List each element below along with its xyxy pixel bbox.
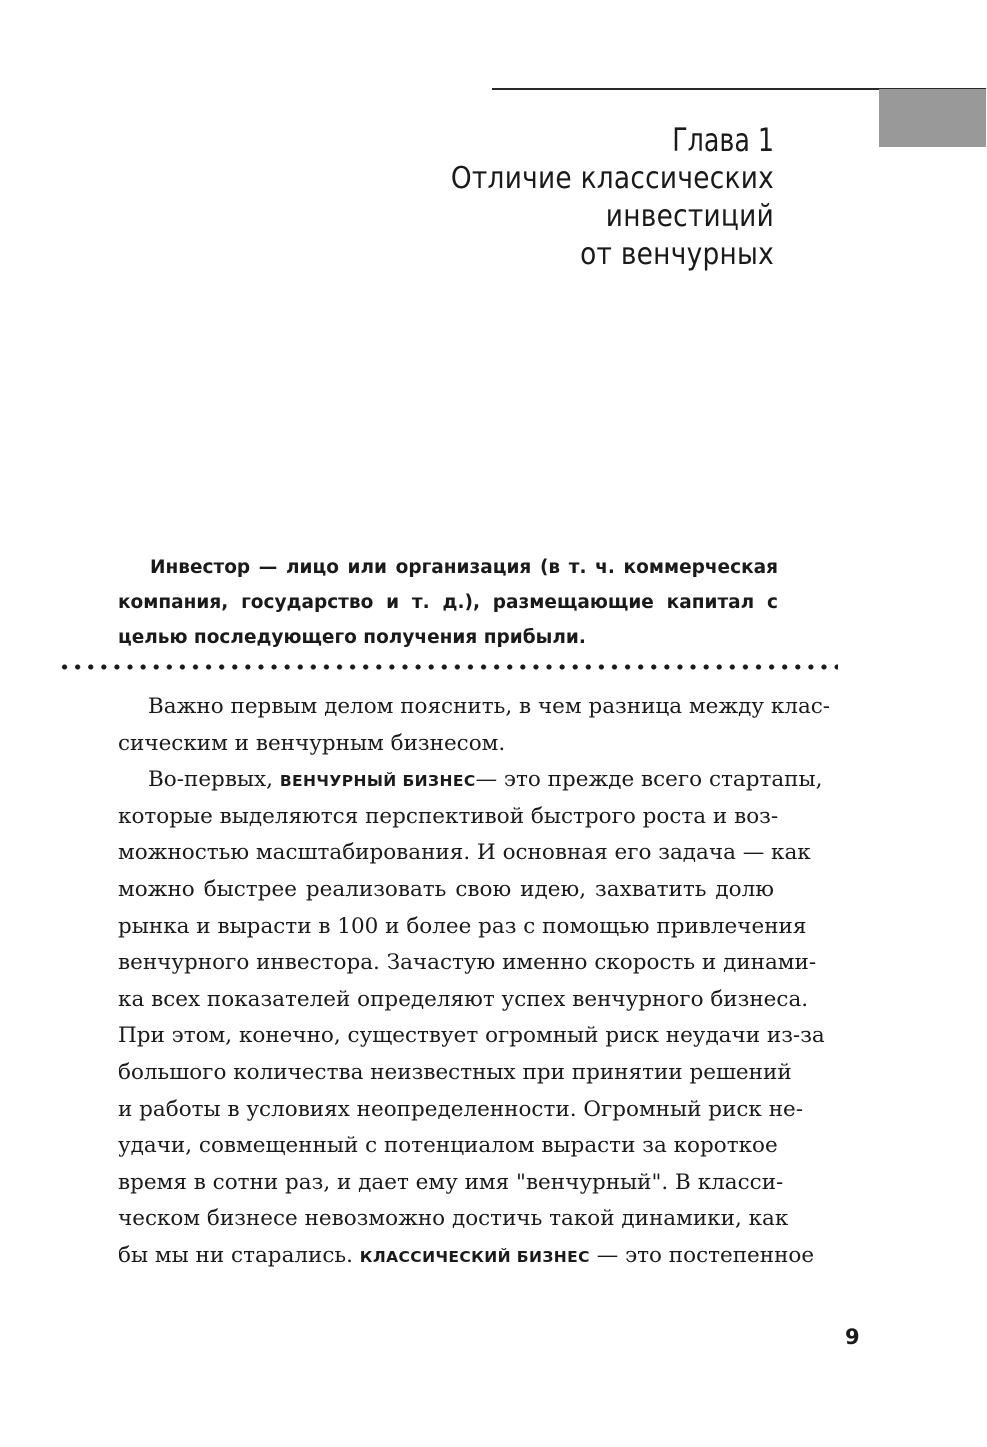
body-line: и работы в условиях неопределенности. Огромный риск не-	[118, 1096, 804, 1122]
body-line: венчурного инвестора. Зачастую именно скорость и динами-	[118, 950, 817, 976]
body-line: удачи, совмещенный с потенциалом вырасти за короткое	[118, 1133, 778, 1159]
body-line	[118, 762, 823, 799]
body-line: рынка и вырасти в 100 и более раз с помощью привлечения	[118, 913, 807, 939]
body-text-span: — это постепенное	[589, 1242, 815, 1268]
term-venture-business: ВЕНЧУРНЫЙ БИЗНЕС	[279, 772, 476, 791]
body-line: можностью масштабирования. И основная его задача — как	[118, 840, 811, 866]
chapter-title-line-1: Отличие классических инвестиций	[450, 161, 774, 234]
body-text-span: — это прежде всего стартапы,	[475, 767, 823, 793]
investor-definition: Инвестор — лицо или организация (в т. ч. коммерческая компания, государство и т. д.), размещающие капитал с целью последующего получения прибыли.	[118, 557, 778, 648]
body-line: Важно первым делом пояснить, в чем разница между клас-	[148, 694, 831, 719]
body-line: При этом, конечно, существует огромный риск неудачи из-за	[118, 1023, 825, 1049]
page-number: 9	[845, 1325, 860, 1349]
body-line: сическим и венчурным бизнесом.	[118, 730, 506, 756]
chapter-title-line-2: от венчурных	[580, 237, 774, 272]
body-text-span: Во-первых,	[148, 767, 280, 793]
term-classic-business: КЛАССИЧЕСКИЙ БИЗНЕС	[359, 1247, 590, 1266]
body-text	[118, 689, 831, 1275]
body-line: большого количества неизвестных при принятии решений	[118, 1059, 792, 1085]
body-text-span: бы мы ни старались.	[118, 1242, 360, 1268]
body-line: можно быстрее реализовать свою идею, захватить долю	[118, 876, 774, 902]
body-line: ка всех показателей определяют успех венчурного бизнеса.	[118, 986, 809, 1012]
dotted-separator	[58, 663, 838, 671]
body-line: время в сотни раз, и дает ему имя "венчурный". В класси-	[118, 1169, 784, 1195]
chapter-label: Глава 1	[672, 121, 774, 159]
body-line	[118, 1238, 815, 1275]
chapter-heading	[214, 120, 774, 274]
body-line: которые выделяются перспективой быстрого роста и воз-	[118, 803, 779, 829]
chapter-tab-marker	[879, 89, 986, 147]
body-line: ческом бизнесе невозможно достичь такой динамики, как	[118, 1206, 789, 1232]
